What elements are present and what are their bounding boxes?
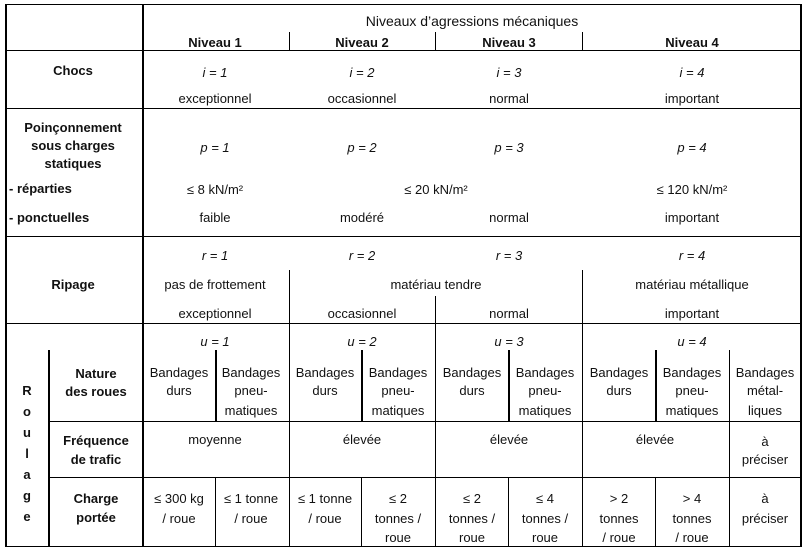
charge-cell: > 2 (609, 491, 629, 506)
grid-line (289, 32, 290, 50)
roulage-code-2: u = 2 (347, 334, 377, 349)
grid-line (5, 546, 801, 547)
charge-cell: tonnes / (448, 511, 496, 526)
chocs-code-1: i = 1 (202, 65, 228, 80)
row-label-reparties: - réparties (9, 181, 72, 196)
grid-line (142, 323, 144, 547)
grid-line (48, 350, 50, 547)
nature-cell: pneu- (528, 383, 562, 398)
grid-line (142, 4, 144, 324)
nature-cell: métal- (746, 383, 784, 398)
charge-cell: ≤ 300 kg (154, 491, 204, 506)
nature-cell: Bandages (735, 365, 795, 380)
grid-line (582, 323, 583, 547)
frequence-value-3: élevée (489, 432, 529, 447)
roulage-code-4: u = 4 (677, 334, 707, 349)
poinc-repartis-2: ≤ 20 kN/m² (404, 182, 468, 197)
chocs-code-2: i = 2 (349, 65, 375, 80)
grid-line (582, 270, 583, 323)
grid-line (5, 323, 801, 324)
nature-cell: Bandages (589, 365, 649, 380)
frequence-last: préciser (741, 452, 789, 467)
roulage-letter: l (25, 446, 29, 461)
row-label-ripage: Ripage (51, 277, 95, 292)
poinc-ponct-1: faible (199, 210, 231, 225)
nature-cell: Bandages (149, 365, 209, 380)
grid-line (48, 477, 801, 478)
charge-cell: ≤ 4 (536, 491, 554, 506)
chocs-code-4: i = 4 (679, 65, 705, 80)
nature-cell: durs (459, 383, 485, 398)
row-label-frequence: Fréquence (63, 433, 129, 448)
level-header-3: Niveau 3 (482, 35, 536, 50)
charge-cell: ≤ 1 tonne (297, 491, 353, 506)
row-label-nature: des roues (65, 384, 127, 399)
roulage-code-3: u = 3 (494, 334, 524, 349)
grid-line (655, 477, 656, 547)
roulage-letter: e (23, 509, 31, 524)
chocs-term-4: important (664, 91, 720, 106)
ripage-material-2: matériau tendre (390, 277, 482, 292)
charge-cell: tonnes / (521, 511, 569, 526)
grid-line (361, 350, 363, 421)
poinc-repartis-1: ≤ 8 kN/m² (186, 182, 244, 197)
poinc-ponct-3: normal (489, 210, 529, 225)
frequence-value-1: moyenne (188, 432, 242, 447)
charge-cell: tonnes (599, 511, 639, 526)
grid-line (435, 296, 436, 323)
grid-line (5, 4, 7, 547)
grid-line (435, 323, 436, 547)
ripage-term-1: exceptionnel (178, 306, 252, 321)
charge-cell: roue (531, 530, 559, 545)
nature-cell: durs (312, 383, 338, 398)
frequence-value-2: élevée (342, 432, 382, 447)
poinc-ponct-2: modéré (339, 210, 385, 225)
row-label-nature: Nature (75, 366, 117, 381)
row-label-chocs: Chocs (53, 63, 93, 78)
chocs-term-3: normal (489, 91, 529, 106)
grid-line (729, 350, 730, 547)
grid-line (508, 477, 509, 547)
charge-cell: tonnes / (374, 511, 422, 526)
charge-cell: > 4 (682, 491, 702, 506)
ripage-term-2: occasionnel (327, 306, 397, 321)
level-header-2: Niveau 2 (335, 35, 389, 50)
charge-cell: ≤ 2 (389, 491, 407, 506)
ripage-code-4: r = 4 (678, 248, 706, 263)
nature-cell: pneu- (234, 383, 268, 398)
poinc-code-4: p = 4 (677, 140, 707, 155)
grid-line (5, 4, 801, 5)
grid-line (655, 350, 657, 421)
nature-cell: pneu- (381, 383, 415, 398)
frequence-value-4: élevée (635, 432, 675, 447)
nature-cell: liques (748, 403, 782, 418)
grid-line (800, 4, 802, 547)
charge-cell: préciser (741, 511, 789, 526)
row-label-charge: portée (76, 510, 116, 525)
poinc-code-2: p = 2 (347, 140, 377, 155)
nature-cell: Bandages (295, 365, 355, 380)
charge-cell: roue (384, 530, 412, 545)
grid-line (5, 108, 801, 109)
row-label-poinconnement: Poinçonnement (24, 120, 122, 135)
nature-cell: Bandages (368, 365, 428, 380)
charge-cell: à (761, 491, 769, 506)
grid-line (5, 50, 801, 51)
ripage-material-1: pas de frottement (164, 277, 266, 292)
roulage-letter: g (23, 488, 31, 503)
nature-cell: Bandages (221, 365, 281, 380)
nature-cell: matiques (665, 403, 719, 418)
nature-cell: matiques (224, 403, 278, 418)
grid-line (361, 477, 362, 547)
nature-cell: Bandages (662, 365, 722, 380)
nature-cell: durs (606, 383, 632, 398)
nature-cell: Bandages (515, 365, 575, 380)
ripage-code-1: r = 1 (201, 248, 229, 263)
row-label-poinconnement: sous charges (31, 138, 115, 153)
table-title: Niveaux d’agressions mécaniques (365, 13, 579, 29)
charge-cell: / roue (602, 530, 636, 545)
ripage-term-3: normal (489, 306, 529, 321)
charge-cell: tonnes (672, 511, 712, 526)
row-label-frequence: de trafic (70, 452, 122, 467)
grid-line (582, 32, 583, 50)
roulage-letter: R (22, 383, 32, 398)
charge-cell: ≤ 2 (463, 491, 481, 506)
poinc-code-1: p = 1 (200, 140, 230, 155)
charge-cell: roue (458, 530, 486, 545)
nature-cell: matiques (518, 403, 572, 418)
poinc-code-3: p = 3 (494, 140, 524, 155)
ripage-code-2: r = 2 (348, 248, 376, 263)
chocs-code-3: i = 3 (496, 65, 522, 80)
poinc-ponct-4: important (664, 210, 720, 225)
frequence-last: à (761, 434, 769, 449)
row-label-ponctuelles: - ponctuelles (9, 210, 90, 225)
nature-cell: pneu- (675, 383, 709, 398)
ripage-code-3: r = 3 (495, 248, 523, 263)
charge-cell: / roue (234, 511, 268, 526)
charge-cell: / roue (675, 530, 709, 545)
charge-cell: / roue (308, 511, 342, 526)
grid-line (5, 236, 801, 237)
chocs-term-1: exceptionnel (178, 91, 252, 106)
chocs-term-2: occasionnel (327, 91, 397, 106)
charge-cell: ≤ 1 tonne (223, 491, 279, 506)
level-header-1: Niveau 1 (188, 35, 242, 50)
ripage-term-4: important (664, 306, 720, 321)
roulage-letter: o (23, 404, 31, 419)
row-label-charge: Charge (73, 491, 119, 506)
grid-line (508, 350, 510, 421)
level-header-4: Niveau 4 (665, 35, 719, 50)
grid-line (289, 270, 290, 323)
grid-line (48, 421, 801, 422)
grid-line (215, 477, 216, 547)
roulage-code-1: u = 1 (200, 334, 230, 349)
row-label-poinconnement: statiques (44, 156, 102, 171)
nature-cell: Bandages (442, 365, 502, 380)
grid-line (289, 323, 290, 547)
nature-cell: durs (166, 383, 192, 398)
roulage-letter: u (23, 425, 31, 440)
charge-cell: / roue (162, 511, 196, 526)
roulage-letter: a (23, 467, 31, 482)
nature-cell: matiques (371, 403, 425, 418)
grid-line (435, 32, 436, 50)
ripage-material-3: matériau métallique (635, 277, 749, 292)
poinc-repartis-3: ≤ 120 kN/m² (656, 182, 728, 197)
grid-line (215, 350, 217, 421)
